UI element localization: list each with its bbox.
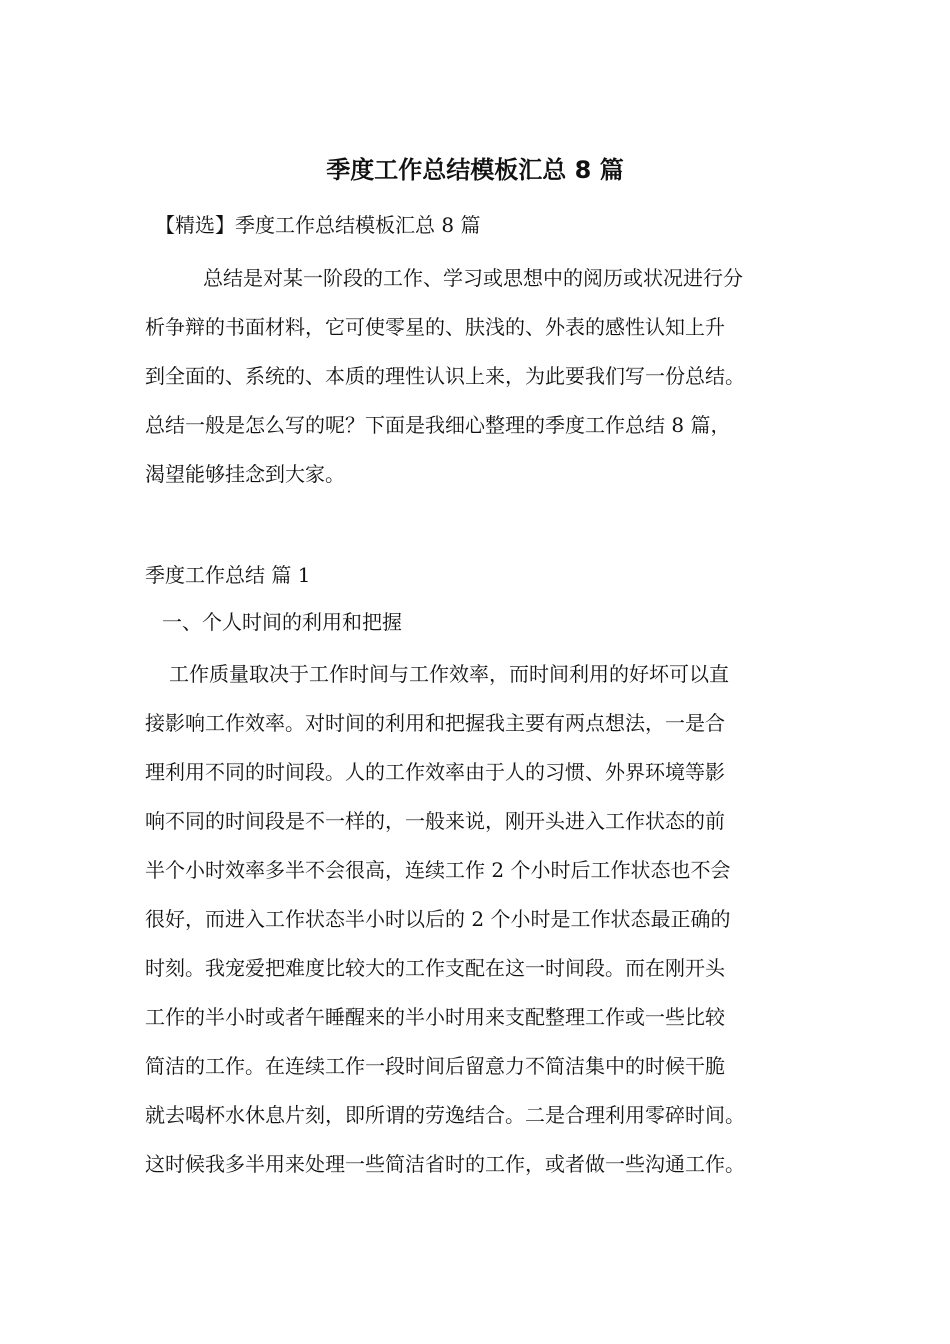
intro-line: 析争辩的书面材料，它可使零星的、肤浅的、外表的感性认知上升	[145, 315, 725, 339]
body-line: 接影响工作效率。对时间的利用和把握我主要有两点想法，一是合	[145, 711, 725, 735]
document-title: 季度工作总结模板汇总 8 篇	[326, 156, 624, 184]
body-line: 理利用不同的时间段。人的工作效率由于人的习惯、外界环境等影	[145, 760, 725, 784]
intro-line: 总结一般是怎么写的呢？下面是我细心整理的季度工作总结 8 篇，	[145, 413, 731, 437]
body-paragraph	[145, 650, 825, 1189]
body-line: 时刻。我宠爱把难度比较大的工作支配在这一时间段。而在刚开头	[145, 956, 725, 980]
body-line: 很好，而进入工作状态半小时以后的 2 个小时是工作状态最正确的	[145, 907, 731, 931]
intro-line: 到全面的、系统的、本质的理性认识上来，为此要我们写一份总结。	[145, 364, 745, 388]
section-title: 季度工作总结 篇 1	[145, 563, 311, 587]
intro-paragraph	[145, 254, 810, 499]
sub-heading: 一、个人时间的利用和把握	[162, 610, 402, 634]
body-line: 工作质量取决于工作时间与工作效率，而时间利用的好坏可以直	[169, 662, 729, 686]
body-line: 半个小时效率多半不会很高，连续工作 2 个小时后工作状态也不会	[145, 858, 731, 882]
body-line: 这时候我多半用来处理一些简洁省时的工作，或者做一些沟通工作。	[145, 1152, 745, 1176]
document-subtitle: 【精选】季度工作总结模板汇总 8 篇	[155, 213, 481, 237]
intro-line: 渴望能够挂念到大家。	[145, 462, 345, 486]
body-line: 工作的半小时或者午睡醒来的半小时用来支配整理工作或一些比较	[145, 1005, 725, 1029]
body-line: 就去喝杯水休息片刻，即所谓的劳逸结合。二是合理利用零碎时间。	[145, 1103, 745, 1127]
body-line: 简洁的工作。在连续工作一段时间后留意力不简洁集中的时候干脆	[145, 1054, 725, 1078]
body-line: 响不同的时间段是不一样的，一般来说，刚开头进入工作状态的前	[145, 809, 725, 833]
intro-line: 总结是对某一阶段的工作、学习或思想中的阅历或状况进行分	[203, 266, 743, 290]
